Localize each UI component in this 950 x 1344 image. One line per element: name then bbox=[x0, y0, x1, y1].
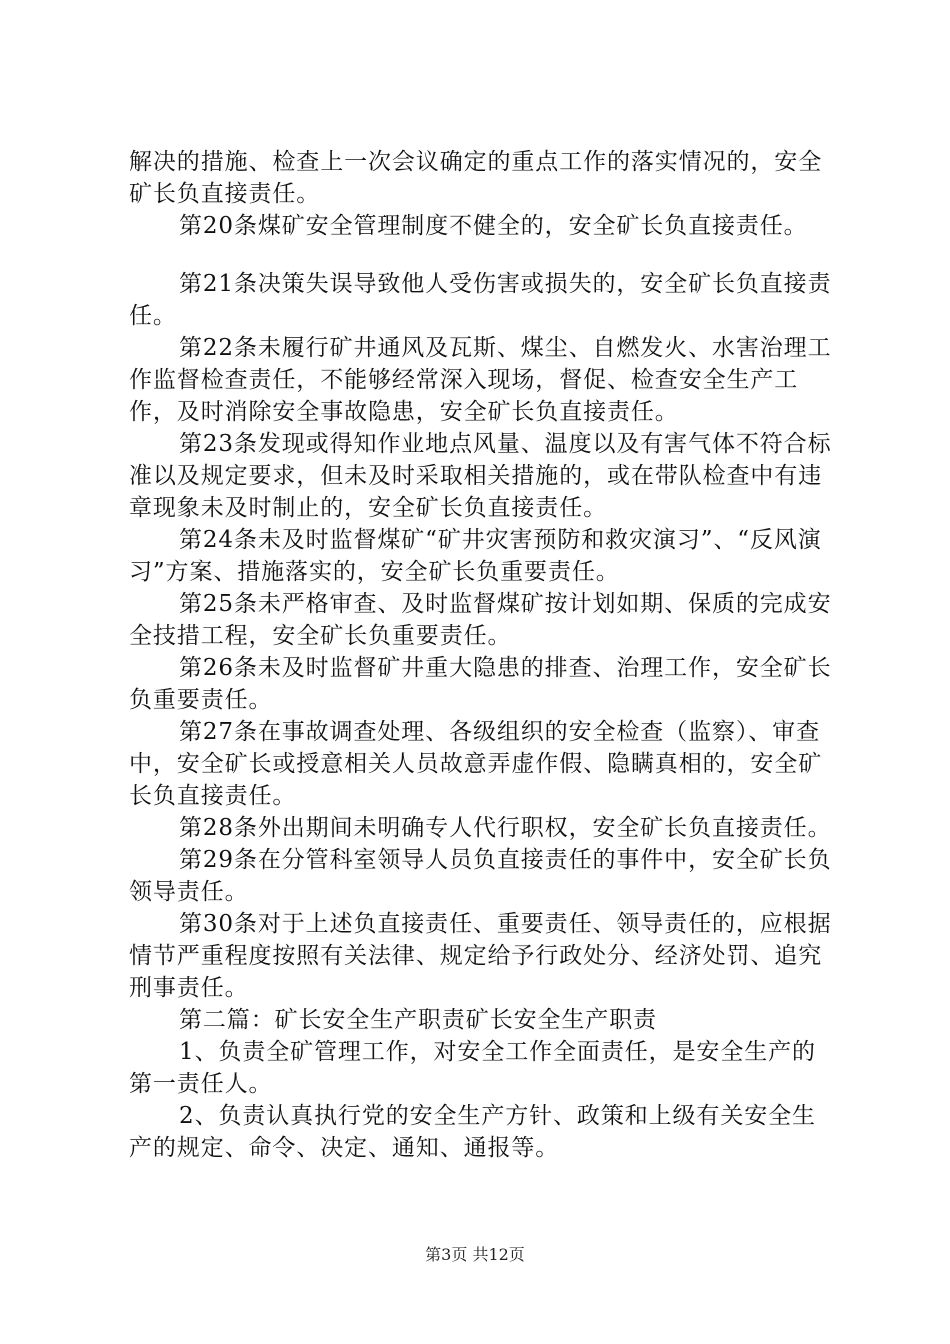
paragraph-duty-1: 1、负责全矿管理工作，对安全工作全面责任，是安全生产的第一责任人。 bbox=[129, 1039, 816, 1097]
section-heading: 第二篇：矿长安全生产职责矿长安全生产职责 bbox=[179, 1007, 657, 1033]
paragraph-1: 解决的措施、检查上一次会议确定的重点工作的落实情况的，安全矿长负直接责任。 bbox=[129, 149, 823, 207]
paragraph-duty-2: 2、负责认真执行党的安全生产方针、政策和上级有关安全生产的规定、命令、决定、通知、通报等。 bbox=[129, 1103, 816, 1161]
paragraph-article-28: 第28条外出期间未明确专人代行职权，安全矿长负直接责任。 bbox=[179, 815, 832, 841]
paragraph-article-22: 第22条未履行矿井通风及瓦斯、煤尘、自燃发火、水害治理工作监督检查责任，不能够经常深入现场，督促、检查安全生产工作，及时消除安全事故隐患，安全矿长负直接责任。 bbox=[129, 335, 832, 425]
document-body bbox=[129, 146, 834, 1164]
paragraph-article-24: 第24条未及时监督煤矿“矿井灾害预防和救灾演习”、“反风演习”方案、措施落实的，安全矿长负重要责任。 bbox=[129, 527, 822, 585]
page-footer: 第3页 共12页 bbox=[425, 1245, 525, 1264]
paragraph-article-29: 第29条在分管科室领导人员负直接责任的事件中，安全矿长负领导责任。 bbox=[129, 847, 832, 905]
paragraph-article-30: 第30条对于上述负直接责任、重要责任、领导责任的，应根据情节严重程度按照有关法律、规定给予行政处分、经济处罚、追究刑事责任。 bbox=[129, 911, 832, 1001]
paragraph-article-23: 第23条发现或得知作业地点风量、温度以及有害气体不符合标准以及规定要求，但未及时采取相关措施的，或在带队检查中有违章现象未及时制止的，安全矿长负直接责任。 bbox=[129, 431, 832, 521]
paragraph-article-20: 第20条煤矿安全管理制度不健全的，安全矿长负直接责任。 bbox=[179, 213, 808, 239]
paragraph-article-25: 第25条未严格审查、及时监督煤矿按计划如期、保质的完成安全技措工程，安全矿长负重要责任。 bbox=[129, 591, 832, 649]
paragraph-article-27: 第27条在事故调查处理、各级组织的安全检查（监察）、审查中，安全矿长或授意相关人员故意弄虚作假、隐瞒真相的，安全矿长负直接责任。 bbox=[129, 719, 823, 809]
paragraph-article-26: 第26条未及时监督矿井重大隐患的排查、治理工作，安全矿长负重要责任。 bbox=[129, 655, 832, 713]
paragraph-article-21: 第21条决策失误导致他人受伤害或损失的，安全矿长负直接责任。 bbox=[129, 271, 832, 329]
